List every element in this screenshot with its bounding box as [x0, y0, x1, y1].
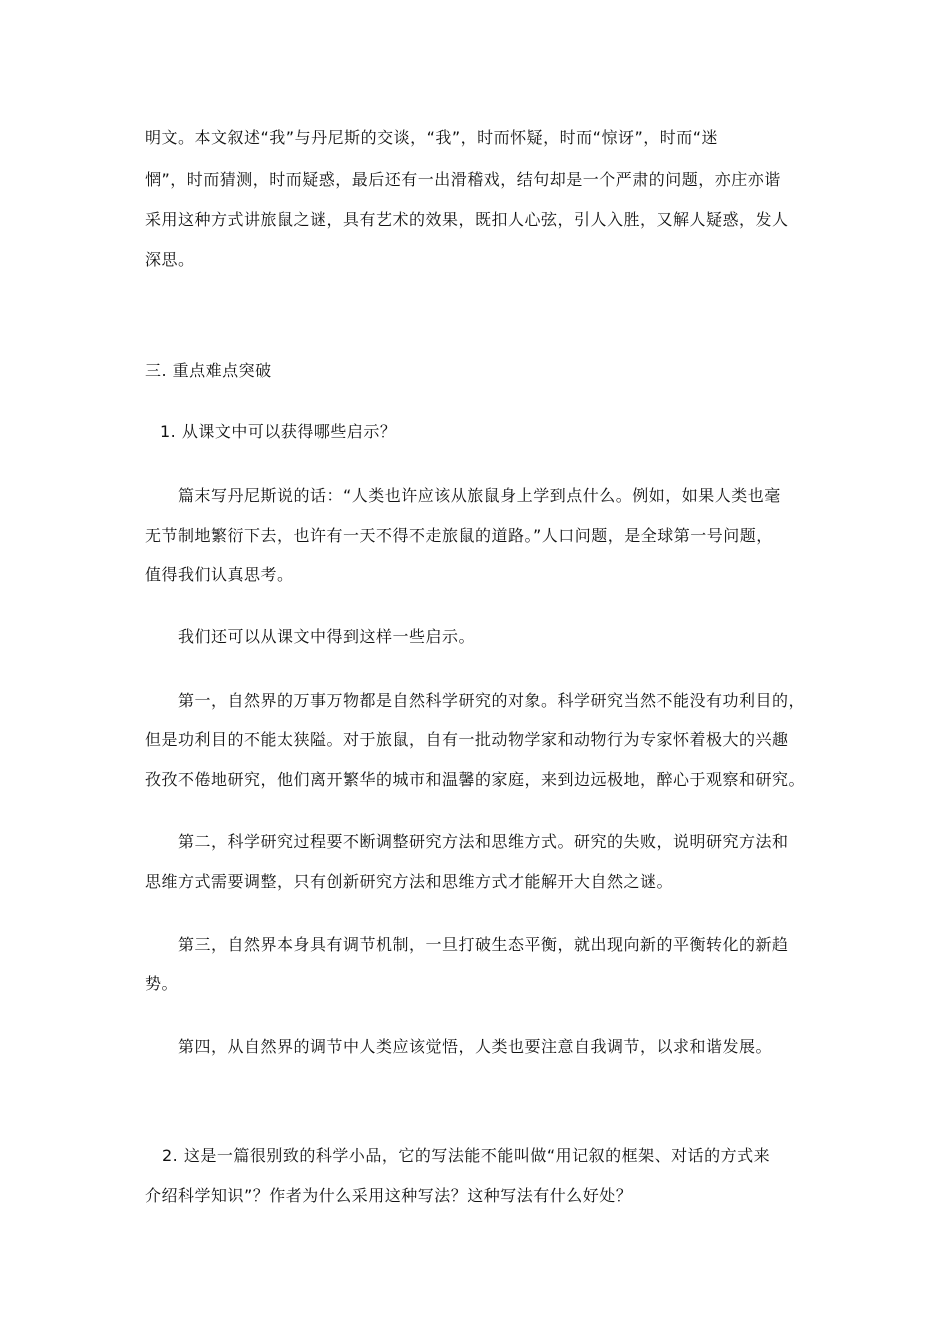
intro-line-2: 惘”，时而猜测，时而疑惑，最后还有一出滑稽戏，结句却是一个严肃的问题，亦庄亦谐 — [145, 170, 781, 189]
intro-line-4: 深思。 — [145, 250, 195, 269]
lead-paragraph: 我们还可以从课文中得到这样一些启示。 — [178, 627, 476, 646]
question-2-line-1: 2. 这是一篇很别致的科学小品，它的写法能不能叫做“用记叙的框架、对话的方式来 — [162, 1146, 771, 1165]
question-2-line-2: 介绍科学知识”？作者为什么采用这种写法？这种写法有什么好处？ — [145, 1186, 633, 1205]
point2-line-1: 第二，科学研究过程要不断调整研究方法和思维方式。研究的失败，说明研究方法和 — [178, 832, 789, 851]
quote-line-3: 值得我们认真思考。 — [145, 565, 294, 584]
intro-line-1: 明文。本文叙述“我”与丹尼斯的交谈，“我”，时而怀疑，时而“惊讶”，时而“迷 — [145, 128, 719, 147]
quote-line-2: 无节制地繁衍下去，也许有一天不得不走旅鼠的道路。”人口问题，是全球第一号问题， — [145, 526, 773, 545]
intro-line-3: 采用这种方式讲旅鼠之谜，具有艺术的效果，既扣人心弦，引人入胜，又解人疑惑，发人 — [145, 210, 789, 229]
section-heading: 三. 重点难点突破 — [145, 361, 272, 380]
point1-line-3: 孜孜不倦地研究，他们离开繁华的城市和温馨的家庭，来到边远极地，醉心于观察和研究。 — [145, 770, 806, 789]
point1-line-1: 第一，自然界的万事万物都是自然科学研究的对象。科学研究当然不能没有功利目的， — [178, 691, 806, 710]
point3-line-2: 势。 — [145, 974, 179, 993]
point1-line-2: 但是功利目的不能太狭隘。对于旅鼠，自有一批动物学家和动物行为专家怀着极大的兴趣 — [145, 730, 789, 749]
question-1: 1. 从课文中可以获得哪些启示？ — [160, 422, 397, 441]
point4: 第四，从自然界的调节中人类应该觉悟，人类也要注意自我调节，以求和谐发展。 — [178, 1037, 773, 1056]
quote-line-1: 篇末写丹尼斯说的话：“人类也许应该从旅鼠身上学到点什么。例如，如果人类也毫 — [178, 486, 781, 505]
point3-line-1: 第三，自然界本身具有调节机制，一旦打破生态平衡，就出现向新的平衡转化的新趋 — [178, 935, 789, 954]
point2-line-2: 思维方式需要调整，只有创新研究方法和思维方式才能解开大自然之谜。 — [145, 872, 674, 891]
